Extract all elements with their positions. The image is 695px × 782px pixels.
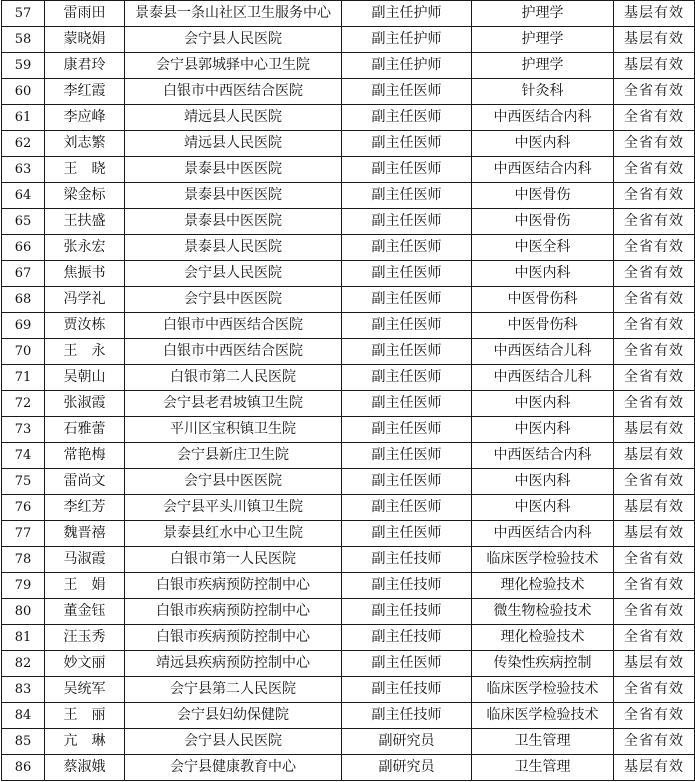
work-unit-cell: 白银市疾病预防控制中心 bbox=[125, 599, 342, 625]
specialty-cell: 中医全科 bbox=[472, 235, 614, 261]
table-row bbox=[2, 183, 695, 209]
person-name-cell: 王 丽 bbox=[45, 703, 125, 729]
specialty-cell: 中医内科 bbox=[472, 261, 614, 287]
work-unit-cell: 会宁县老君坡镇卫生院 bbox=[125, 391, 342, 417]
validity-scope-cell: 全省有效 bbox=[614, 183, 695, 209]
table-row bbox=[2, 209, 695, 235]
table-row bbox=[2, 235, 695, 261]
specialty-cell: 卫生管理 bbox=[472, 729, 614, 755]
row-number-cell: 74 bbox=[2, 443, 45, 469]
work-unit-cell: 会宁县平头川镇卫生院 bbox=[125, 495, 342, 521]
row-number-cell: 86 bbox=[2, 755, 45, 781]
professional-title-cell: 副主任医师 bbox=[342, 521, 472, 547]
row-number-cell: 59 bbox=[2, 53, 45, 79]
person-name-cell: 张淑霞 bbox=[45, 391, 125, 417]
validity-scope-cell: 全省有效 bbox=[614, 287, 695, 313]
person-name-cell: 焦振书 bbox=[45, 261, 125, 287]
table-row bbox=[2, 27, 695, 53]
row-number-cell: 61 bbox=[2, 105, 45, 131]
person-name-cell: 王扶盛 bbox=[45, 209, 125, 235]
work-unit-cell: 会宁县健康教育中心 bbox=[125, 755, 342, 781]
row-number-cell: 85 bbox=[2, 729, 45, 755]
person-name-cell: 贾汝栋 bbox=[45, 313, 125, 339]
validity-scope-cell: 全省有效 bbox=[614, 261, 695, 287]
professional-title-cell: 副主任医师 bbox=[342, 79, 472, 105]
table-row bbox=[2, 339, 695, 365]
person-name-cell: 董金钰 bbox=[45, 599, 125, 625]
work-unit-cell: 景泰县人民医院 bbox=[125, 235, 342, 261]
work-unit-cell: 会宁县人民医院 bbox=[125, 729, 342, 755]
professional-title-cell: 副主任医师 bbox=[342, 313, 472, 339]
person-name-cell: 亢 琳 bbox=[45, 729, 125, 755]
specialty-cell: 护理学 bbox=[472, 53, 614, 79]
professional-title-cell: 副主任医师 bbox=[342, 209, 472, 235]
table-row bbox=[2, 417, 695, 443]
validity-scope-cell: 基层有效 bbox=[614, 53, 695, 79]
specialty-cell: 临床医学检验技术 bbox=[472, 703, 614, 729]
work-unit-cell: 白银市中西医结合医院 bbox=[125, 313, 342, 339]
specialty-cell: 针灸科 bbox=[472, 79, 614, 105]
professional-title-cell: 副主任医师 bbox=[342, 417, 472, 443]
validity-scope-cell: 基层有效 bbox=[614, 27, 695, 53]
table-row bbox=[2, 599, 695, 625]
work-unit-cell: 会宁县中医医院 bbox=[125, 469, 342, 495]
table-body bbox=[2, 1, 695, 781]
work-unit-cell: 靖远县人民医院 bbox=[125, 131, 342, 157]
specialty-cell: 理化检验技术 bbox=[472, 573, 614, 599]
professional-title-cell: 副主任护师 bbox=[342, 27, 472, 53]
specialty-cell: 卫生管理 bbox=[472, 755, 614, 781]
validity-scope-cell: 全省有效 bbox=[614, 599, 695, 625]
professional-title-cell: 副主任技师 bbox=[342, 625, 472, 651]
table-row bbox=[2, 157, 695, 183]
validity-scope-cell: 全省有效 bbox=[614, 573, 695, 599]
row-number-cell: 73 bbox=[2, 417, 45, 443]
specialty-cell: 中西医结合内科 bbox=[472, 443, 614, 469]
work-unit-cell: 平川区宝积镇卫生院 bbox=[125, 417, 342, 443]
person-name-cell: 梁金标 bbox=[45, 183, 125, 209]
table-row bbox=[2, 53, 695, 79]
work-unit-cell: 景泰县中医医院 bbox=[125, 183, 342, 209]
specialty-cell: 中医骨伤 bbox=[472, 209, 614, 235]
table-row bbox=[2, 79, 695, 105]
table-row bbox=[2, 625, 695, 651]
work-unit-cell: 白银市中西医结合医院 bbox=[125, 339, 342, 365]
person-name-cell: 魏晋禧 bbox=[45, 521, 125, 547]
specialty-cell: 微生物检验技术 bbox=[472, 599, 614, 625]
row-number-cell: 75 bbox=[2, 469, 45, 495]
professional-title-cell: 副主任技师 bbox=[342, 573, 472, 599]
specialty-cell: 护理学 bbox=[472, 1, 614, 27]
row-number-cell: 77 bbox=[2, 521, 45, 547]
work-unit-cell: 会宁县第二人民医院 bbox=[125, 677, 342, 703]
table-row bbox=[2, 521, 695, 547]
table-row bbox=[2, 469, 695, 495]
work-unit-cell: 白银市疾病预防控制中心 bbox=[125, 573, 342, 599]
specialty-cell: 中西医结合内科 bbox=[472, 105, 614, 131]
work-unit-cell: 靖远县人民医院 bbox=[125, 105, 342, 131]
validity-scope-cell: 全省有效 bbox=[614, 677, 695, 703]
person-name-cell: 蒙晓娟 bbox=[45, 27, 125, 53]
professional-title-cell: 副主任医师 bbox=[342, 287, 472, 313]
person-name-cell: 马淑霞 bbox=[45, 547, 125, 573]
specialty-cell: 中西医结合儿科 bbox=[472, 365, 614, 391]
row-number-cell: 69 bbox=[2, 313, 45, 339]
row-number-cell: 62 bbox=[2, 131, 45, 157]
professional-title-cell: 副主任技师 bbox=[342, 547, 472, 573]
specialty-cell: 中医内科 bbox=[472, 131, 614, 157]
validity-scope-cell: 全省有效 bbox=[614, 131, 695, 157]
row-number-cell: 63 bbox=[2, 157, 45, 183]
professional-title-cell: 副主任医师 bbox=[342, 131, 472, 157]
row-number-cell: 76 bbox=[2, 495, 45, 521]
specialty-cell: 中西医结合内科 bbox=[472, 157, 614, 183]
validity-scope-cell: 全省有效 bbox=[614, 729, 695, 755]
row-number-cell: 57 bbox=[2, 1, 45, 27]
work-unit-cell: 景泰县一条山社区卫生服务中心 bbox=[125, 1, 342, 27]
validity-scope-cell: 全省有效 bbox=[614, 365, 695, 391]
specialty-cell: 护理学 bbox=[472, 27, 614, 53]
table-row bbox=[2, 391, 695, 417]
work-unit-cell: 会宁县中医医院 bbox=[125, 287, 342, 313]
work-unit-cell: 白银市疾病预防控制中心 bbox=[125, 625, 342, 651]
table-row bbox=[2, 573, 695, 599]
row-number-cell: 65 bbox=[2, 209, 45, 235]
table-row bbox=[2, 443, 695, 469]
professional-title-cell: 副主任医师 bbox=[342, 651, 472, 677]
specialty-cell: 中医内科 bbox=[472, 391, 614, 417]
table-row bbox=[2, 261, 695, 287]
table-row bbox=[2, 651, 695, 677]
person-name-cell: 王 永 bbox=[45, 339, 125, 365]
person-name-cell: 常艳梅 bbox=[45, 443, 125, 469]
specialty-cell: 临床医学检验技术 bbox=[472, 547, 614, 573]
table-row bbox=[2, 547, 695, 573]
table-row bbox=[2, 365, 695, 391]
personnel-table bbox=[1, 0, 695, 781]
table-row bbox=[2, 287, 695, 313]
table-row bbox=[2, 131, 695, 157]
person-name-cell: 吴朝山 bbox=[45, 365, 125, 391]
professional-title-cell: 副主任护师 bbox=[342, 53, 472, 79]
validity-scope-cell: 全省有效 bbox=[614, 209, 695, 235]
validity-scope-cell: 全省有效 bbox=[614, 625, 695, 651]
professional-title-cell: 副主任技师 bbox=[342, 677, 472, 703]
validity-scope-cell: 基层有效 bbox=[614, 495, 695, 521]
work-unit-cell: 会宁县郭城驿中心卫生院 bbox=[125, 53, 342, 79]
person-name-cell: 李红芳 bbox=[45, 495, 125, 521]
work-unit-cell: 会宁县新庄卫生院 bbox=[125, 443, 342, 469]
validity-scope-cell: 全省有效 bbox=[614, 79, 695, 105]
table-row bbox=[2, 755, 695, 781]
person-name-cell: 雷尚文 bbox=[45, 469, 125, 495]
validity-scope-cell: 全省有效 bbox=[614, 703, 695, 729]
row-number-cell: 66 bbox=[2, 235, 45, 261]
work-unit-cell: 靖远县疾病预防控制中心 bbox=[125, 651, 342, 677]
row-number-cell: 79 bbox=[2, 573, 45, 599]
person-name-cell: 汪玉秀 bbox=[45, 625, 125, 651]
person-name-cell: 雷雨田 bbox=[45, 1, 125, 27]
row-number-cell: 70 bbox=[2, 339, 45, 365]
validity-scope-cell: 全省有效 bbox=[614, 157, 695, 183]
validity-scope-cell: 全省有效 bbox=[614, 339, 695, 365]
row-number-cell: 84 bbox=[2, 703, 45, 729]
person-name-cell: 王 晓 bbox=[45, 157, 125, 183]
row-number-cell: 64 bbox=[2, 183, 45, 209]
professional-title-cell: 副主任医师 bbox=[342, 495, 472, 521]
table-row bbox=[2, 495, 695, 521]
table-row bbox=[2, 105, 695, 131]
validity-scope-cell: 全省有效 bbox=[614, 313, 695, 339]
specialty-cell: 中西医结合儿科 bbox=[472, 339, 614, 365]
professional-title-cell: 副主任医师 bbox=[342, 391, 472, 417]
row-number-cell: 81 bbox=[2, 625, 45, 651]
professional-title-cell: 副主任医师 bbox=[342, 469, 472, 495]
validity-scope-cell: 基层有效 bbox=[614, 755, 695, 781]
table-row bbox=[2, 703, 695, 729]
row-number-cell: 80 bbox=[2, 599, 45, 625]
person-name-cell: 吴统军 bbox=[45, 677, 125, 703]
specialty-cell: 理化检验技术 bbox=[472, 625, 614, 651]
validity-scope-cell: 全省有效 bbox=[614, 235, 695, 261]
professional-title-cell: 副主任医师 bbox=[342, 443, 472, 469]
validity-scope-cell: 基层有效 bbox=[614, 521, 695, 547]
person-name-cell: 王 娟 bbox=[45, 573, 125, 599]
person-name-cell: 张永宏 bbox=[45, 235, 125, 261]
person-name-cell: 冯学礼 bbox=[45, 287, 125, 313]
professional-title-cell: 副研究员 bbox=[342, 755, 472, 781]
row-number-cell: 83 bbox=[2, 677, 45, 703]
person-name-cell: 石雅蕾 bbox=[45, 417, 125, 443]
validity-scope-cell: 基层有效 bbox=[614, 1, 695, 27]
specialty-cell: 传染性疾病控制 bbox=[472, 651, 614, 677]
row-number-cell: 71 bbox=[2, 365, 45, 391]
validity-scope-cell: 基层有效 bbox=[614, 443, 695, 469]
row-number-cell: 82 bbox=[2, 651, 45, 677]
person-name-cell: 刘志繁 bbox=[45, 131, 125, 157]
person-name-cell: 李应峰 bbox=[45, 105, 125, 131]
work-unit-cell: 白银市第二人民医院 bbox=[125, 365, 342, 391]
validity-scope-cell: 全省有效 bbox=[614, 469, 695, 495]
row-number-cell: 78 bbox=[2, 547, 45, 573]
work-unit-cell: 白银市第一人民医院 bbox=[125, 547, 342, 573]
specialty-cell: 临床医学检验技术 bbox=[472, 677, 614, 703]
row-number-cell: 60 bbox=[2, 79, 45, 105]
professional-title-cell: 副主任医师 bbox=[342, 365, 472, 391]
table-row bbox=[2, 729, 695, 755]
professional-title-cell: 副主任技师 bbox=[342, 599, 472, 625]
validity-scope-cell: 基层有效 bbox=[614, 417, 695, 443]
specialty-cell: 中医内科 bbox=[472, 469, 614, 495]
professional-title-cell: 副主任医师 bbox=[342, 339, 472, 365]
table-row bbox=[2, 1, 695, 27]
specialty-cell: 中医骨伤科 bbox=[472, 313, 614, 339]
professional-title-cell: 副主任医师 bbox=[342, 235, 472, 261]
specialty-cell: 中医骨伤 bbox=[472, 183, 614, 209]
specialty-cell: 中医内科 bbox=[472, 495, 614, 521]
row-number-cell: 58 bbox=[2, 27, 45, 53]
table-row bbox=[2, 313, 695, 339]
validity-scope-cell: 全省有效 bbox=[614, 391, 695, 417]
work-unit-cell: 景泰县中医医院 bbox=[125, 157, 342, 183]
work-unit-cell: 景泰县红水中心卫生院 bbox=[125, 521, 342, 547]
professional-title-cell: 副主任技师 bbox=[342, 703, 472, 729]
row-number-cell: 67 bbox=[2, 261, 45, 287]
specialty-cell: 中西医结合内科 bbox=[472, 521, 614, 547]
specialty-cell: 中医内科 bbox=[472, 417, 614, 443]
work-unit-cell: 会宁县人民医院 bbox=[125, 27, 342, 53]
validity-scope-cell: 基层有效 bbox=[614, 651, 695, 677]
validity-scope-cell: 全省有效 bbox=[614, 547, 695, 573]
row-number-cell: 72 bbox=[2, 391, 45, 417]
professional-title-cell: 副主任护师 bbox=[342, 1, 472, 27]
row-number-cell: 68 bbox=[2, 287, 45, 313]
professional-title-cell: 副主任医师 bbox=[342, 105, 472, 131]
validity-scope-cell: 全省有效 bbox=[614, 105, 695, 131]
specialty-cell: 中医骨伤科 bbox=[472, 287, 614, 313]
professional-title-cell: 副研究员 bbox=[342, 729, 472, 755]
person-name-cell: 妙文丽 bbox=[45, 651, 125, 677]
work-unit-cell: 景泰县中医医院 bbox=[125, 209, 342, 235]
table-row bbox=[2, 677, 695, 703]
work-unit-cell: 白银市中西医结合医院 bbox=[125, 79, 342, 105]
professional-title-cell: 副主任医师 bbox=[342, 183, 472, 209]
work-unit-cell: 会宁县妇幼保健院 bbox=[125, 703, 342, 729]
professional-title-cell: 副主任医师 bbox=[342, 157, 472, 183]
person-name-cell: 李红霞 bbox=[45, 79, 125, 105]
work-unit-cell: 会宁县人民医院 bbox=[125, 261, 342, 287]
person-name-cell: 蔡淑娥 bbox=[45, 755, 125, 781]
professional-title-cell: 副主任医师 bbox=[342, 261, 472, 287]
person-name-cell: 康君玲 bbox=[45, 53, 125, 79]
